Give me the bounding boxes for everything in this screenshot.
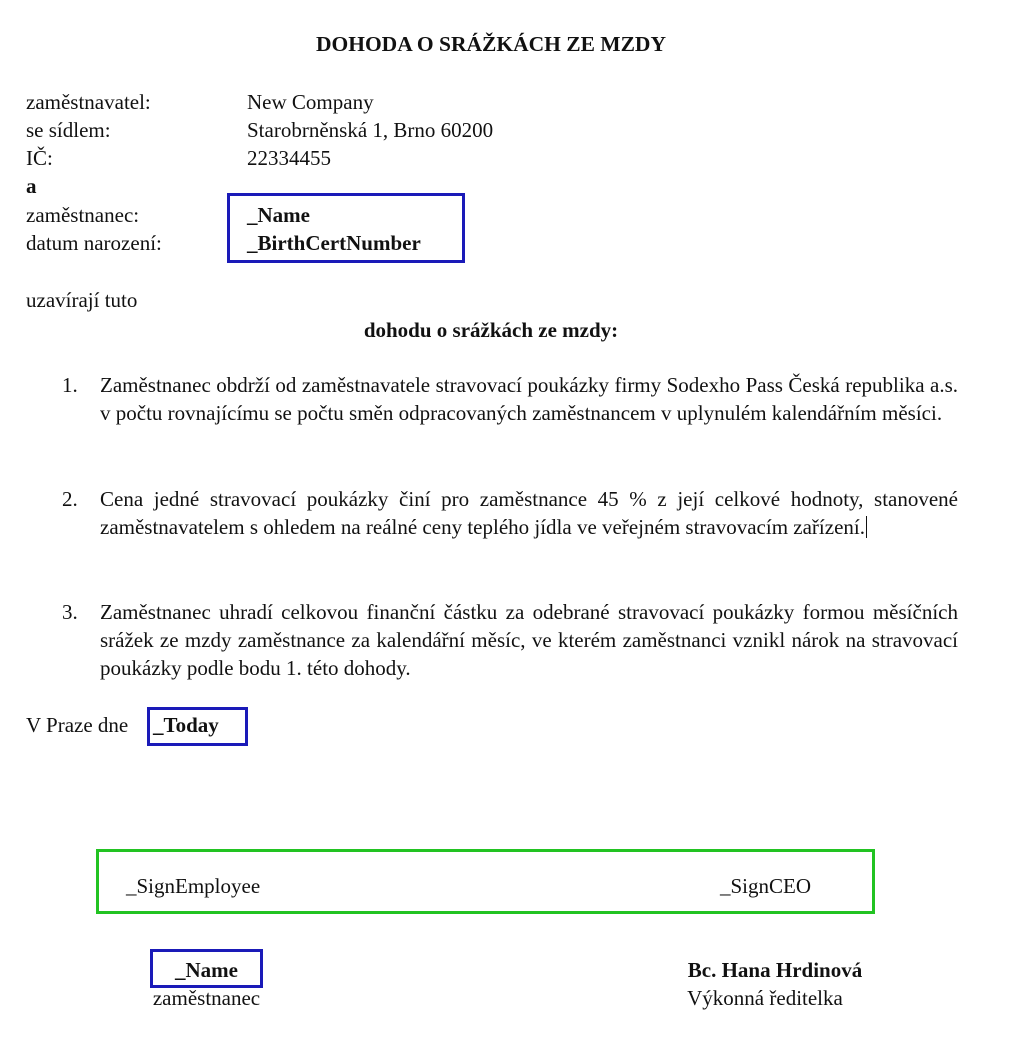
agreement-subtitle: dohodu o srážkách ze mzdy: bbox=[363, 318, 619, 342]
item-number: 1. bbox=[62, 373, 78, 397]
and-word: a bbox=[26, 174, 37, 198]
employee-name-field[interactable]: _Name bbox=[247, 203, 310, 227]
employer-value: New Company bbox=[247, 90, 374, 114]
ico-value: 22334455 bbox=[247, 146, 331, 170]
item-number: 3. bbox=[62, 600, 78, 624]
employee-role: zaměstnanec bbox=[152, 986, 261, 1010]
seat-value: Starobrněnská 1, Brno 60200 bbox=[247, 118, 494, 142]
document-title: DOHODA O SRÁŽKÁCH ZE MZDY bbox=[315, 32, 666, 56]
employer-label: zaměstnavatel: bbox=[26, 90, 151, 114]
ico-label: IČ: bbox=[26, 146, 53, 170]
date-field[interactable]: _Today bbox=[153, 713, 219, 737]
item-text: Cena jedné stravovací poukázky činí pro zaměstnance 45 % z její celkové hodnoty, stanovené zaměstnavatelem s ohledem na reálné ceny teplého jídla ve veřejném stravovacím zařízení. bbox=[100, 487, 958, 539]
intro-text: uzavírají tuto bbox=[26, 288, 138, 312]
seat-label: se sídlem: bbox=[26, 118, 111, 142]
ceo-role: Výkonná ředitelka bbox=[687, 986, 843, 1010]
item-text: Zaměstnanec uhradí celkovou finanční částku za odebrané stravovací poukázky formou měsíčních srážek ze mzdy zaměstnance za kalendářní měsíc, ve kterém zaměstnanci vznikl nárok na stravovací poukázky podle bodu 1. této dohody. bbox=[100, 600, 958, 680]
birth-cert-field[interactable]: _BirthCertNumber bbox=[247, 231, 421, 255]
employee-label: zaměstnanec: bbox=[26, 203, 140, 227]
birth-label: datum narození: bbox=[26, 231, 162, 255]
ceo-sign-field[interactable]: _SignCEO bbox=[720, 874, 812, 898]
place-date-prefix: V Praze dne bbox=[26, 713, 129, 737]
item-number: 2. bbox=[62, 487, 78, 511]
ceo-name: Bc. Hana Hrdinová bbox=[687, 958, 863, 982]
item-text: Zaměstnanec obdrží od zaměstnavatele stravovací poukázky firmy Sodexho Pass Česká republika a.s. v počtu rovnajícímu se počtu směn odpracovaných zaměstnancem v uplynulém kalendářním měsíci. bbox=[100, 373, 958, 425]
employee-sign-field[interactable]: _SignEmployee bbox=[126, 874, 261, 898]
employee-signature-name-field[interactable]: _Name bbox=[175, 958, 238, 982]
item-text-with-cursor bbox=[100, 485, 958, 541]
text-cursor bbox=[866, 516, 867, 538]
